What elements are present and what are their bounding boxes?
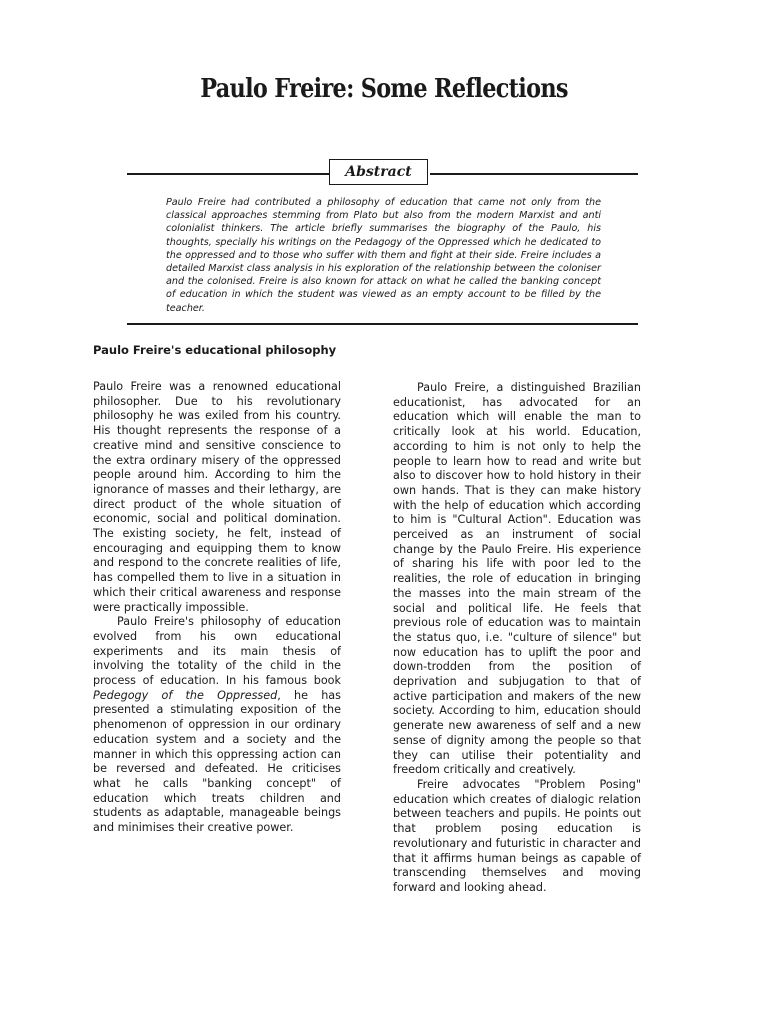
right-paragraph-1: Paulo Freire, a distinguished Brazilian educationist, has advocated for an education which will enable the man to critically look at his world. Education, according to him is not only to help the people to learn how to read and write but also to discover how to hold history in their own hands. That is they can make history with the help of education which according to him is "Cultural Action". Education was perceived as an instrument of social change by the Paulo Freire. His experience of sharing his life with poor led to the realities, the role of education in bringing the masses into the main stream of the social and political life. He feels that previous role of education was to maintain the status quo, i.e. "culture of silence" but now education has to uplift the poor and down-trodden from the position of deprivation and subjugation to that of active participation and makers of the new society. According to him, education should generate new awareness of self and a new sense of dignity among the people so that they can utilise their potentiality and freedom critically and creatively. (393, 381, 641, 777)
abstract-label: Abstract (329, 159, 428, 185)
left-paragraph-1: Paulo Freire was a renowned educational philosopher. Due to his revolutionary philosophy he was exiled from his country. His thought represents the response of a creative mind and sensitive conscience to the extra ordinary misery of the oppressed people around him. According to him the ignorance of masses and their lethargy, are direct product of the whole situation of economic, social and political domination. The existing society, he felt, instead of encouraging and equipping them to know and respond to the concrete realities of life, has compelled them to live in a situation in which their critical awareness and response were practically impossible. (93, 380, 341, 614)
left-paragraph-2 (93, 615, 341, 836)
section-heading: Paulo Freire's educational philosophy (93, 343, 337, 357)
book-title: Pedegogy of the Oppressed (93, 688, 278, 702)
left-paragraph-2-start: Paulo Freire's philosophy of education evolved from his own educational experiments and its main thesis of involving the totality of the child in the process of education. In his famous book (93, 615, 341, 688)
abstract-text: Paulo Freire had contributed a philosophy of education that came not only from the classical approaches stemming from Plato but also from the modern Marxist and anti colonialist thinkers. The article briefly summarises the biography of the Paulo, his thoughts, specially his writings on the Pedagogy of the Oppressed which he dedicated to the oppressed and to those who suffer with them and fight at their side. Freire includes a detailed Marxist class analysis in his exploration of the relationship between the coloniser and the colonised. Freire is also known for attack on what he called the banking concept of education in which the student was viewed as an empty account to be filled by the teacher. (166, 197, 601, 314)
left-column (93, 380, 341, 836)
abstract-divider-left (127, 173, 329, 175)
right-paragraph-2: Freire advocates "Problem Posing" education which creates of dialogic relation between teachers and pupils. He points out that problem posing education is revolutionary and futuristic in character and that it affirms human beings as capable of transcending themselves and moving forward and looking ahead. (393, 777, 641, 894)
page-title: Paulo Freire: Some Reflections (200, 74, 568, 104)
abstract-divider-right (430, 173, 638, 175)
abstract-divider-bottom (127, 323, 638, 325)
right-column (393, 381, 641, 896)
left-paragraph-2-end: , he has presented a stimulating exposition of the phenomenon of oppression in our ordinary education system and a society and the manner in which this oppressing action can be reversed and defeated. He criticises what he calls "banking concept" of education which treats children and students as adaptable, manageable beings and minimises their creative power. (93, 688, 341, 835)
